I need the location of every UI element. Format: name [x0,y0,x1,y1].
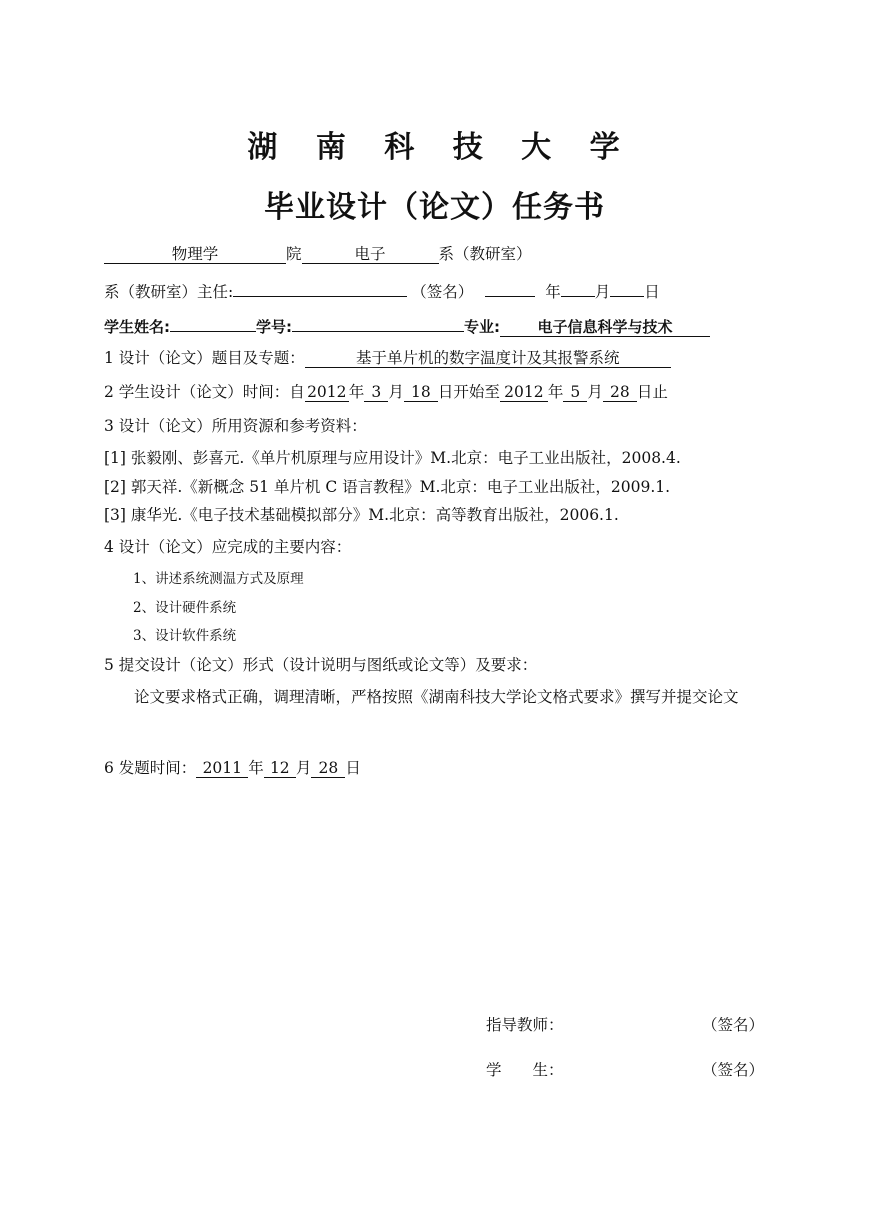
start-day: 18 [404,383,438,402]
time-label: 2 学生设计（论文）时间：自 [104,383,305,401]
time-end-text: 日止 [636,383,668,401]
major-label: 专业: [464,318,500,336]
month-char: 月 [388,383,404,401]
department-suffix: 系（教研室） [438,245,532,263]
content-item: 3、设计软件系统 [133,628,237,644]
reference-item: [1] 张毅刚、彭喜元.《单片机原理与应用设计》M.北京：电子工业出版社，2008.4. [104,449,681,467]
day-suffix: 日 [644,283,660,301]
college-field: 物理学 [104,245,286,264]
student-sign-label: 学 生： [486,1061,564,1079]
month-char: 月 [295,759,312,777]
department-line [104,244,532,264]
director-blank [233,279,407,297]
department-field: 电子 [302,245,439,264]
issue-month: 12 [264,759,296,778]
item-topic [104,348,671,368]
reference-item: [3] 康华光.《电子技术基础模拟部分》M.北京：高等教育出版社，2006.1. [104,506,619,524]
day-char: 日 [345,759,361,777]
year-char: 年 [248,759,264,777]
director-sign-label: （签名） [411,283,474,301]
content-item: 2、设计硬件系统 [133,600,237,616]
issue-year: 2011 [196,759,248,778]
director-line [104,279,660,302]
month-suffix: 月 [594,283,611,301]
student-name-blank [170,314,256,332]
director-label: 系（教研室）主任: [104,283,234,301]
college-suffix: 院 [286,245,302,263]
end-month: 5 [563,383,587,402]
resources-label: 3 设计（论文）所用资源和参考资料： [104,417,367,435]
advisor-label: 指导教师： [486,1016,564,1034]
student-name-label: 学生姓名: [104,318,170,336]
document-title: 毕业设计（论文）任务书 [264,190,605,225]
reference-item: [2] 郭天祥.《新概念 51 单片机 C 语言教程》M.北京：电子工业出版社，2009.1. [104,478,671,496]
student-info-line [104,314,710,337]
issue-day: 28 [311,759,345,778]
topic-label: 1 设计（论文）题目及专题： [104,349,305,367]
content-label: 4 设计（论文）应完成的主要内容： [104,538,352,556]
start-year: 2012 [305,383,349,402]
time-mid-text: 日开始至 [437,383,500,401]
student-sign: （签名） [702,1061,765,1079]
month-char: 月 [587,383,603,401]
year-char: 年 [547,383,564,401]
university-title: 湖 南 科 技 大 学 [247,130,634,165]
content-item: 1、讲述系统测温方式及原理 [133,571,304,587]
end-day: 28 [603,383,637,402]
year-suffix: 年 [545,283,561,301]
student-id-blank [292,314,464,332]
topic-value: 基于单片机的数字温度计及其报警系统 [305,349,671,368]
issue-date-line [104,758,361,778]
item-time [104,382,668,402]
major-value: 电子信息科学与技术 [500,318,710,337]
director-month-blank [561,279,595,297]
start-month: 3 [364,383,388,402]
student-id-label: 学号: [256,318,292,336]
submission-label: 5 提交设计（论文）形式（设计说明与图纸或论文等）及要求： [104,656,538,674]
submission-requirements: 论文要求格式正确，调理清晰，严格按照《湖南科技大学论文格式要求》撰写并提交论文 [134,688,739,706]
director-year-blank [485,279,535,297]
issue-date-label: 6 发题时间： [104,759,197,777]
end-year: 2012 [500,383,548,402]
advisor-sign: （签名） [702,1016,765,1034]
director-day-blank [610,279,644,297]
year-char: 年 [348,383,365,401]
